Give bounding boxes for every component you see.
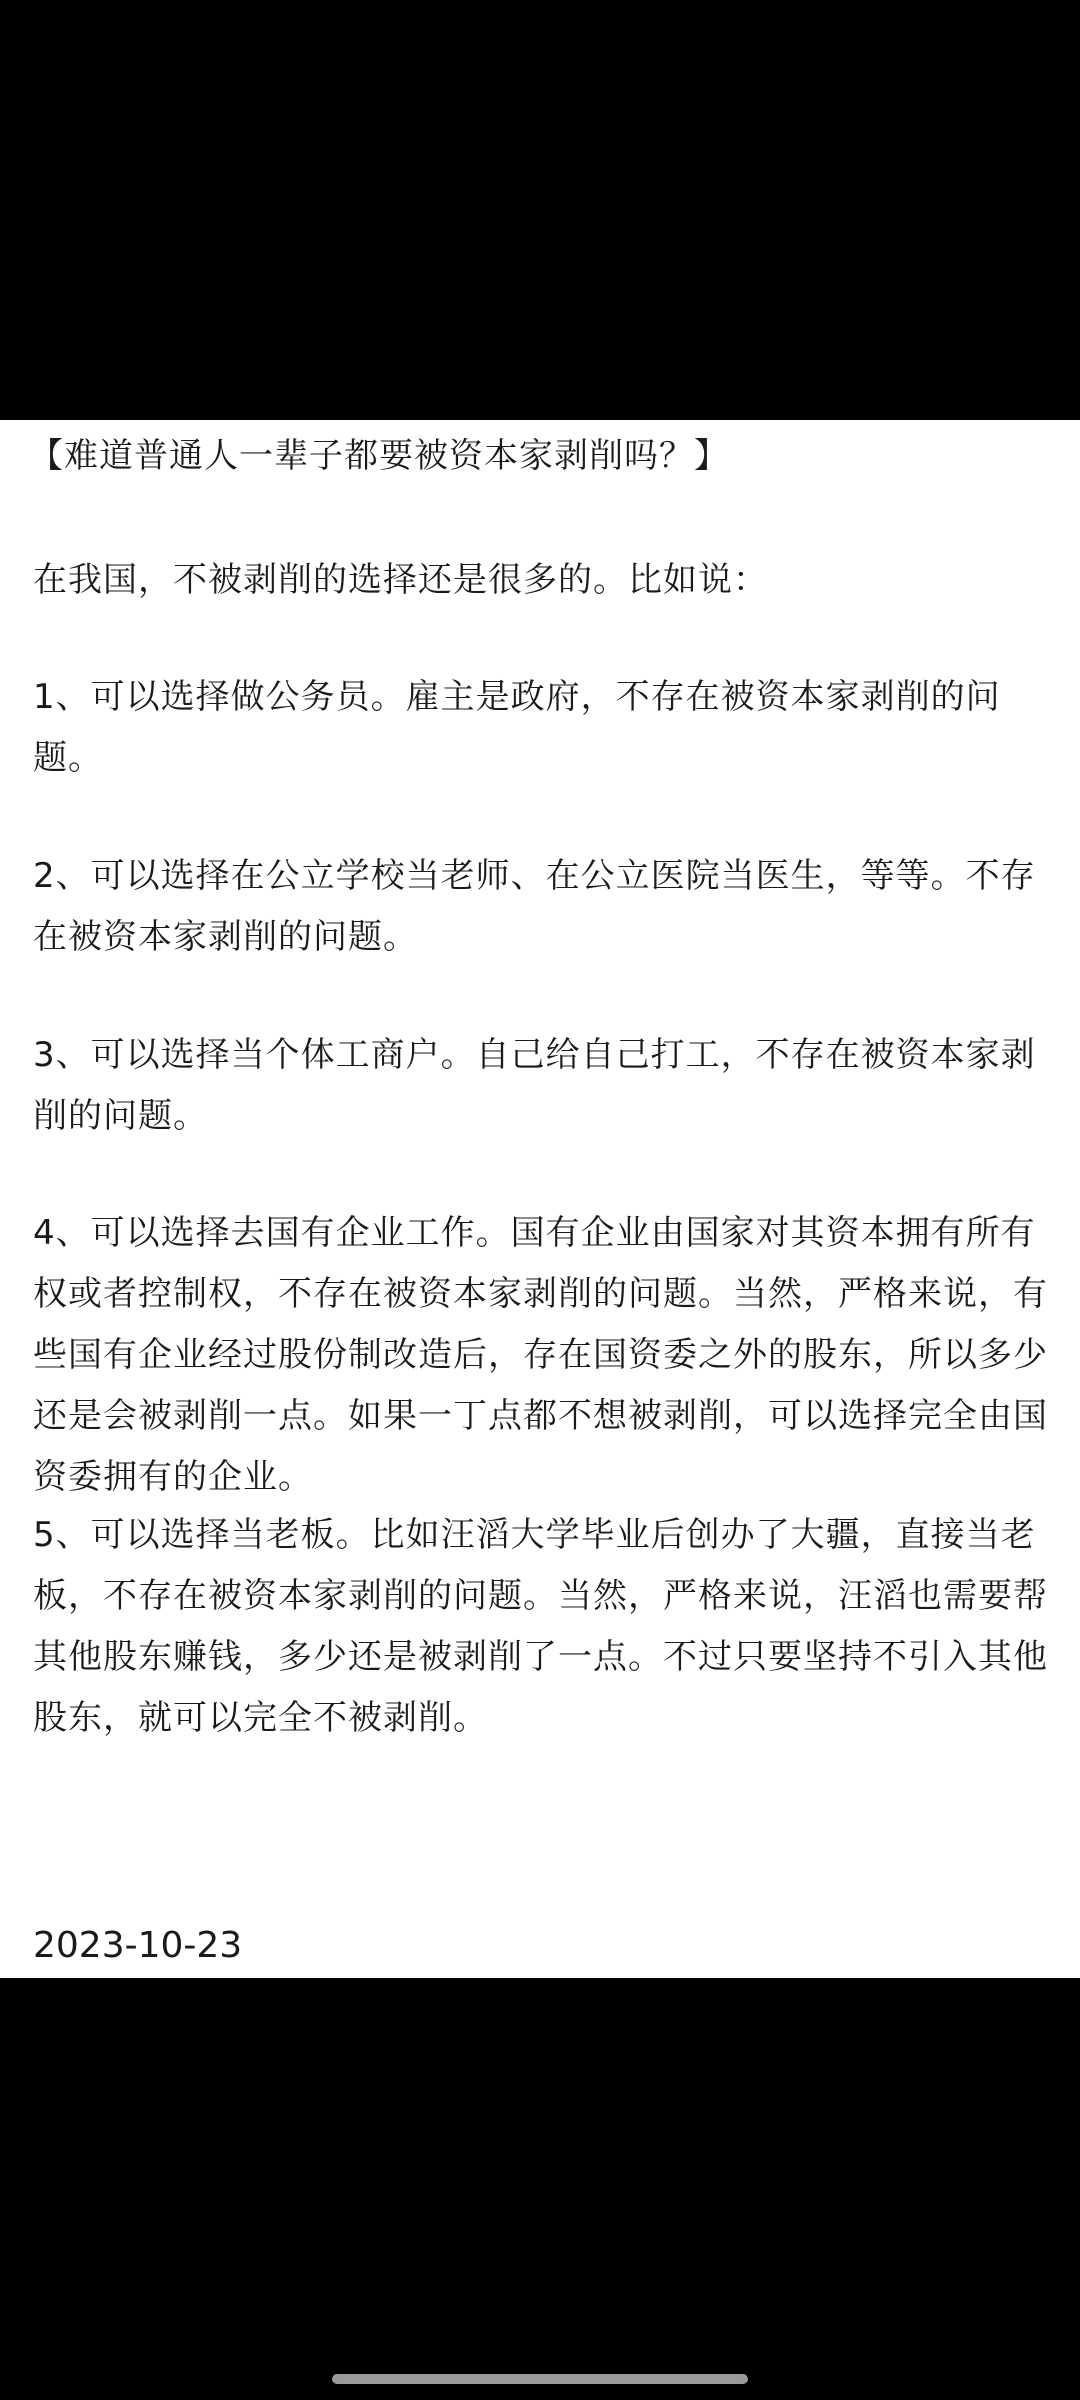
article-date: 2023-10-23	[33, 1925, 243, 1966]
home-indicator[interactable]	[332, 2374, 748, 2384]
article-intro: 在我国，不被剥削的选择还是很多的。比如说：	[33, 560, 768, 600]
article-point-5: 5、可以选择当老板。比如汪滔大学毕业后创办了大疆，直接当老板，不存在被资本家剥削的问题。当然，严格来说，汪滔也需要帮其他股东赚钱，多少还是被剥削了一点。不过只要坚持不引入其他股东，就可以完全不被剥削。	[33, 1515, 1048, 1738]
article-title: 【难道普通人一辈子都要被资本家剥削吗？】	[29, 436, 729, 476]
article-screenshot	[0, 420, 1080, 1978]
article-point-2: 2、可以选择在公立学校当老师、在公立医院当医生，等等。不存在被资本家剥削的问题。	[33, 856, 1036, 957]
article-point-4: 4、可以选择去国有企业工作。国有企业由国家对其资本拥有所有权或者控制权，不存在被资本家剥削的问题。当然，严格来说，有些国有企业经过股份制改造后，存在国资委之外的股东，所以多少还是会被剥削一点。如果一丁点都不想被剥削，可以选择完全由国资委拥有的企业。	[33, 1213, 1048, 1497]
article-point-3: 3、可以选择当个体工商户。自己给自己打工，不存在被资本家剥削的问题。	[33, 1035, 1036, 1136]
article-point-1: 1、可以选择做公务员。雇主是政府，不存在被资本家剥削的问题。	[33, 677, 1001, 778]
top-black-area	[0, 0, 1080, 420]
bottom-black-area	[0, 1978, 1080, 2400]
